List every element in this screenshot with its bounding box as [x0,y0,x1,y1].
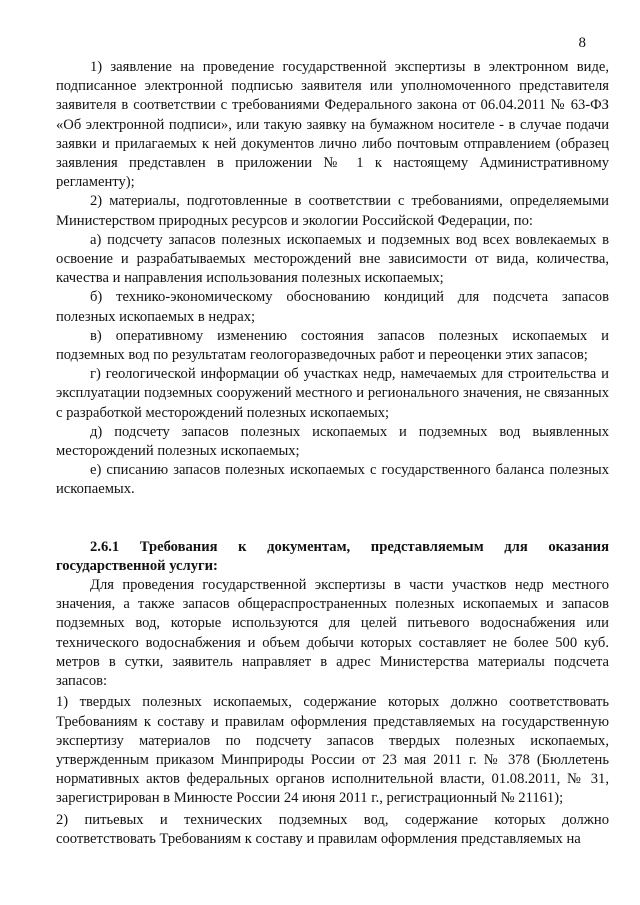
document-body [56,58,609,849]
paragraph-item-g: г) геологической информации об участках недр, намечаемых для строительства и эксплуатации подземных сооружений местного и регионального значения, не связанных с разработкой месторождений полезных ископаемых; [56,366,609,421]
paragraph-spacer [56,500,609,519]
paragraph-item-a: а) подсчету запасов полезных ископаемых и подземных вод всех вовлекаемых в освоение и разрабатываемых месторождений вне зависимости от вида, количества, качества и направления использования полезных ископаемых; [56,231,609,287]
paragraph-spacer [56,519,609,538]
page-number: 8 [578,35,586,51]
section-intro: Для проведения государственной экспертизы в части участков недр местного значения, а также запасов общераспространенных полезных ископаемых и запасов подземных вод, которые используются для целей питьевого водоснабжения или технического водоснабжения и объем добычи которых составляет не более 500 куб. метров в сутки, заявитель направляет в адрес Министерства материалы подсчета запасов: [56,577,609,690]
section-heading: 2.6.1 Требования к документам, представляемым для оказания государственной услуги: [56,538,609,574]
section-item-solid-minerals: 1) твердых полезных ископаемых, содержание которых должно соответствовать Требованиям к составу и правилам оформления представляемых на государственную экспертизу материалов по подсчету запасов твердых полезных ископаемых, утвержденным приказом Минприроды России от 23 мая 2011 г. № 378 (Бюллетень нормативных актов федеральных органов исполнительной власти, 01.08.2011, № 31, зарегистрирован в Минюсте России 24 июня 2011 г., регистрационный № 21161); [56,694,609,807]
paragraph-application: 1) заявление на проведение государственной экспертизы в электронном виде, подписанное электронной подписью заявителя или уполномоченного представителя заявителя в соответствии с требованиями Федерального закона от 06.04.2011 № 63-ФЗ «Об электронной подписи», или такую заявку на бумажном носителе - в случае подачи заявки и прилагаемых к ней документов лично либо почтовым отправлением (образец заявления представлен в приложении № 1 к настоящему Административному регламенту); [56,59,609,191]
paragraph-item-b: б) технико-экономическому обоснованию кондиций для подсчета запасов полезных ископаемых в недрах; [56,289,609,325]
paragraph-item-e: е) списанию запасов полезных ископаемых с государственного баланса полезных ископаемых. [56,462,609,498]
paragraph-item-d: д) подсчету запасов полезных ископаемых и подземных вод выявленных месторождений полезных ископаемых; [56,423,609,460]
paragraph-materials: 2) материалы, подготовленные в соответствии с требованиями, определяемыми Министерством природных ресурсов и экологии Российской Федерации, по: [56,193,609,229]
section-item-groundwater: 2) питьевых и технических подземных вод, содержание которых должно соответствовать Требованиям к составу и правилам оформления представляемых на [56,811,609,847]
paragraph-item-v: в) оперативному изменению состояния запасов полезных ископаемых и подземных вод по результатам геологоразведочных работ и переоценки этих запасов; [56,327,609,364]
